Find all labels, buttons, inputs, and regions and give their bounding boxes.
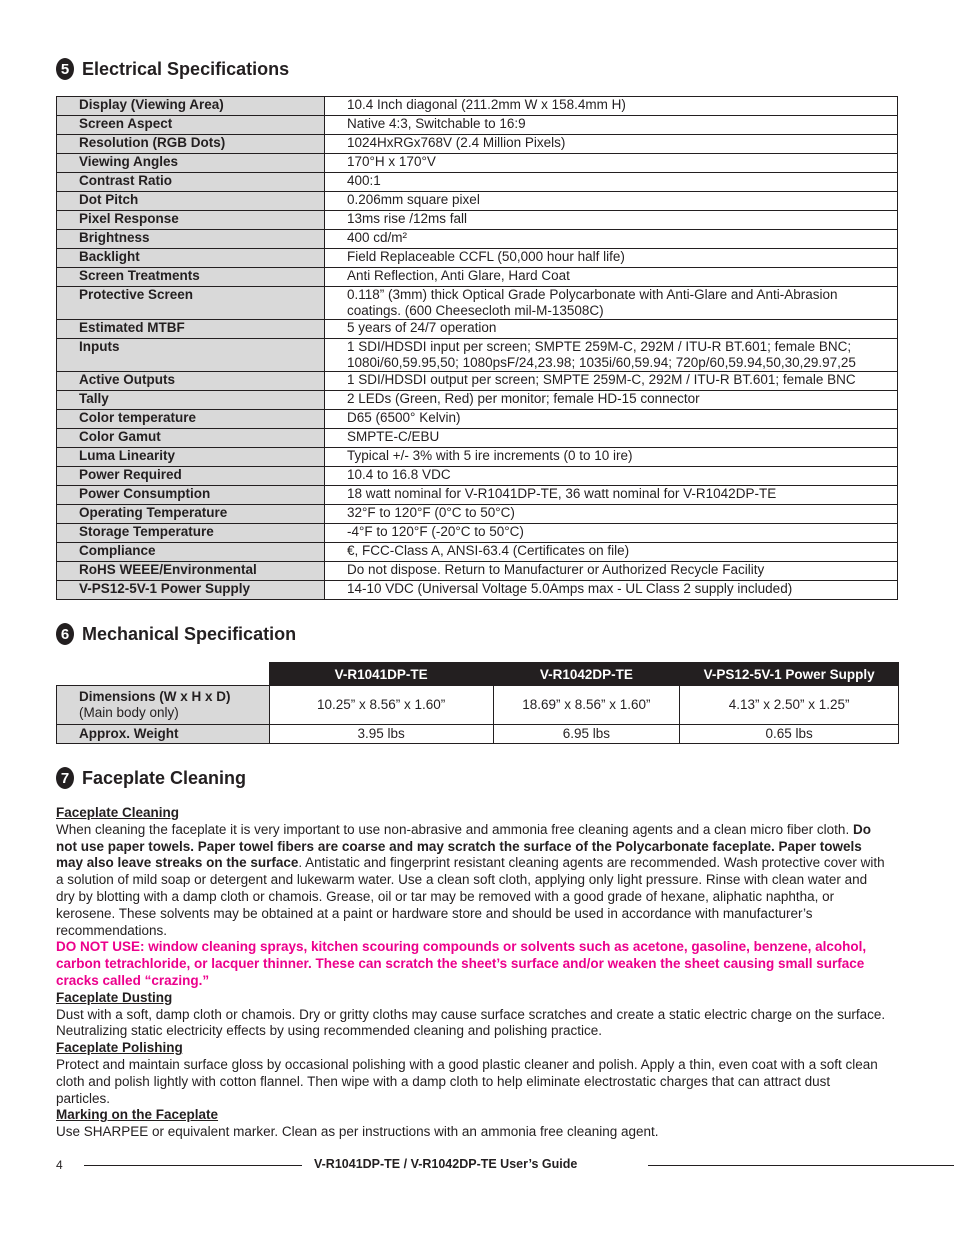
dusting-paragraph: Dust with a soft, damp cloth or chamois. Dry or gritty cloths may cause surface scratches and create a static electric charge on the surface. Neutralizing static electricity effects by using recommended cleaning and polishing practice. — [56, 1006, 886, 1039]
spec-label: Screen Treatments — [57, 268, 325, 287]
spec-label: RoHS WEEE/Environmental — [57, 562, 325, 581]
spec-value: 170°H x 170°V — [325, 154, 898, 173]
section-number-badge: 7 — [56, 767, 74, 789]
spec-row — [57, 448, 898, 467]
spec-row — [57, 173, 898, 192]
spec-row — [57, 320, 898, 339]
mechanical-section-heading — [56, 623, 296, 645]
spec-row — [57, 230, 898, 249]
spec-value: 1024HxRGx768V (2.4 Million Pixels) — [325, 135, 898, 154]
spec-row — [57, 135, 898, 154]
table-cell: 0.65 lbs — [680, 725, 899, 744]
spec-row — [57, 429, 898, 448]
column-header: V-PS12-5V-1 Power Supply — [680, 663, 899, 686]
cleaning-section-heading — [56, 767, 246, 789]
spec-value: 5 years of 24/7 operation — [325, 320, 898, 339]
section-title: Electrical Specifications — [82, 58, 290, 79]
polishing-paragraph: Protect and maintain surface gloss by occasional polishing with a good plastic cleaner and polish. Apply a thin, even coat with a soft clean cloth and polish lightly with cotton flannel. Then wipe with a damp cloth to help eliminate electrostatic charges that can attract dust particles. — [56, 1056, 878, 1106]
spec-row — [57, 287, 898, 320]
spec-row — [57, 249, 898, 268]
table-cell: 10.25” x 8.56” x 1.60” — [269, 686, 493, 725]
spec-label: Screen Aspect — [57, 116, 325, 135]
spec-label: Protective Screen — [57, 287, 325, 320]
spec-row — [57, 486, 898, 505]
spec-value: 1 SDI/HDSDI input per screen; SMPTE 259M-C, 292M / ITU-R BT.601; female BNC; 1080i/60,59.95,50; 1080psF/24,23.98; 1035i/60,59.94; 720p/60,59.94,50,30,29.97,25 — [325, 339, 898, 372]
row-label-sub: (Main body only) — [79, 705, 179, 720]
spec-row — [57, 154, 898, 173]
spec-value: Typical +/- 3% with 5 ire increments (0 to 10 ire) — [325, 448, 898, 467]
empty-header-cell — [57, 663, 270, 686]
spec-value: SMPTE-C/EBU — [325, 429, 898, 448]
spec-row — [57, 581, 898, 600]
footer-title: V-R1041DP-TE / V-R1042DP-TE User’s Guide — [314, 1157, 578, 1171]
cleaning-paragraph — [56, 822, 886, 940]
spec-label: V-PS12-5V-1 Power Supply — [57, 581, 325, 600]
mechanical-spec-table — [56, 662, 899, 744]
cleaning-instructions — [56, 805, 886, 1141]
cleaning-text-intro: When cleaning the faceplate it is very important to use non-abrasive and ammonia free cleaning agents and a clean micro fiber cloth. — [56, 821, 853, 837]
table-cell: 3.95 lbs — [269, 725, 493, 744]
spec-row — [57, 505, 898, 524]
spec-value: 1 SDI/HDSDI output per screen; SMPTE 259M-C, 292M / ITU-R BT.601; female BNC — [325, 372, 898, 391]
spec-label: Dot Pitch — [57, 192, 325, 211]
spec-row — [57, 467, 898, 486]
spec-value: 13ms rise /12ms fall — [325, 211, 898, 230]
spec-label: Operating Temperature — [57, 505, 325, 524]
spec-label: Color temperature — [57, 410, 325, 429]
spec-row — [57, 524, 898, 543]
table-cell: 6.95 lbs — [493, 725, 680, 744]
spec-label: Luma Linearity — [57, 448, 325, 467]
table-row — [57, 725, 899, 744]
table-cell: 4.13” x 2.50” x 1.25” — [680, 686, 899, 725]
spec-value: Field Replaceable CCFL (50,000 hour half life) — [325, 249, 898, 268]
page-number: 4 — [56, 1158, 63, 1172]
spec-row — [57, 543, 898, 562]
spec-label: Active Outputs — [57, 372, 325, 391]
spec-label: Power Required — [57, 467, 325, 486]
spec-row — [57, 116, 898, 135]
spec-row — [57, 268, 898, 287]
spec-value: 400:1 — [325, 173, 898, 192]
spec-label: Backlight — [57, 249, 325, 268]
spec-label: Resolution (RGB Dots) — [57, 135, 325, 154]
spec-value: -4°F to 120°F (-20°C to 50°C) — [325, 524, 898, 543]
paper-towel-warning: Do not use paper towels. Paper towel fibers are coarse and may scratch the surface of the Polycarbonate faceplate. Paper towels may also leave streaks on the surface — [56, 821, 871, 871]
spec-label: Viewing Angles — [57, 154, 325, 173]
cleaning-text-body: . Antistatic and fingerprint resistant cleaning agents are recommended. Wash protective cover with a solution of mild soap or detergent and lukewarm water. Use a clean soft cloth, applying only light pressure. Rinse with clean water and dry by blotting with a damp cloth or chamois. Grease, oil or tar may be removed with a good grade of hexane, aliphatic naphtha, or kerosene. These solvents may be obtained at a paint or hardware store and should be used in accordance with manufacturer’s recommendations. — [56, 855, 885, 938]
subheading-polishing: Faceplate Polishing — [56, 1040, 183, 1056]
spec-value: 10.4 Inch diagonal (211.2mm W x 158.4mm H) — [325, 97, 898, 116]
marking-paragraph: Use SHARPEE or equivalent marker. Clean as per instructions with an ammonia free cleaning agent. — [56, 1124, 659, 1140]
subheading-cleaning: Faceplate Cleaning — [56, 805, 180, 820]
row-label-main: Dimensions (W x H x D) — [79, 689, 231, 704]
spec-label: Brightness — [57, 230, 325, 249]
table-cell: 18.69” x 8.56” x 1.60” — [493, 686, 680, 725]
electrical-section-heading — [56, 58, 289, 80]
section-number-badge: 5 — [56, 58, 74, 80]
column-header: V-R1042DP-TE — [493, 663, 680, 686]
page-footer — [56, 1156, 954, 1176]
footer-rule-right — [648, 1165, 954, 1166]
spec-label: Tally — [57, 391, 325, 410]
electrical-specs-table — [56, 96, 898, 600]
spec-row — [57, 410, 898, 429]
spec-value: 0.206mm square pixel — [325, 192, 898, 211]
section-title: Faceplate Cleaning — [82, 767, 247, 788]
spec-label: Display (Viewing Area) — [57, 97, 325, 116]
spec-label: Pixel Response — [57, 211, 325, 230]
spec-label: Inputs — [57, 339, 325, 372]
spec-value: 32°F to 120°F (0°C to 50°C) — [325, 505, 898, 524]
spec-value: 14-10 VDC (Universal Voltage 5.0Amps max - UL Class 2 supply included) — [325, 581, 898, 600]
section-number-badge: 6 — [56, 623, 74, 645]
spec-row — [57, 211, 898, 230]
spec-value: Anti Reflection, Anti Glare, Hard Coat — [325, 268, 898, 287]
spec-value: 18 watt nominal for V-R1041DP-TE, 36 watt nominal for V-R1042DP-TE — [325, 486, 898, 505]
spec-row — [57, 372, 898, 391]
spec-value: Native 4:3, Switchable to 16:9 — [325, 116, 898, 135]
spec-value: D65 (6500° Kelvin) — [325, 410, 898, 429]
spec-value: Do not dispose. Return to Manufacturer or Authorized Recycle Facility — [325, 562, 898, 581]
column-header: V-R1041DP-TE — [269, 663, 493, 686]
spec-label: Storage Temperature — [57, 524, 325, 543]
spec-row — [57, 339, 898, 372]
spec-row — [57, 192, 898, 211]
table-row — [57, 686, 899, 725]
spec-value: 10.4 to 16.8 VDC — [325, 467, 898, 486]
spec-value: 0.118” (3mm) thick Optical Grade Polycarbonate with Anti-Glare and Anti-Abrasion coatings. (600 Cheesecloth mil-M-13508C) — [325, 287, 898, 320]
spec-row — [57, 391, 898, 410]
subheading-dusting: Faceplate Dusting — [56, 989, 173, 1005]
do-not-use-warning: DO NOT USE: window cleaning sprays, kitchen scouring compounds or solvents such as acetone, gasoline, benzene, alcohol, carbon tetrachloride, or lacquer thinner. These can scratch the sheet’s surface and/or weaken the sheet causing small surface cracks called “crazing.” — [56, 939, 867, 988]
spec-value: €, FCC-Class A, ANSI-63.4 (Certificates on file) — [325, 543, 898, 562]
subheading-marking: Marking on the Faceplate — [56, 1107, 219, 1123]
spec-row — [57, 562, 898, 581]
row-label: Approx. Weight — [57, 725, 270, 744]
spec-label: Compliance — [57, 543, 325, 562]
section-title: Mechanical Specification — [82, 623, 297, 644]
spec-label: Contrast Ratio — [57, 173, 325, 192]
spec-label: Power Consumption — [57, 486, 325, 505]
spec-label: Estimated MTBF — [57, 320, 325, 339]
spec-value: 400 cd/m² — [325, 230, 898, 249]
row-label — [57, 686, 270, 725]
spec-row — [57, 97, 898, 116]
spec-label: Color Gamut — [57, 429, 325, 448]
spec-value: 2 LEDs (Green, Red) per monitor; female HD-15 connector — [325, 391, 898, 410]
footer-rule-left — [84, 1165, 302, 1166]
